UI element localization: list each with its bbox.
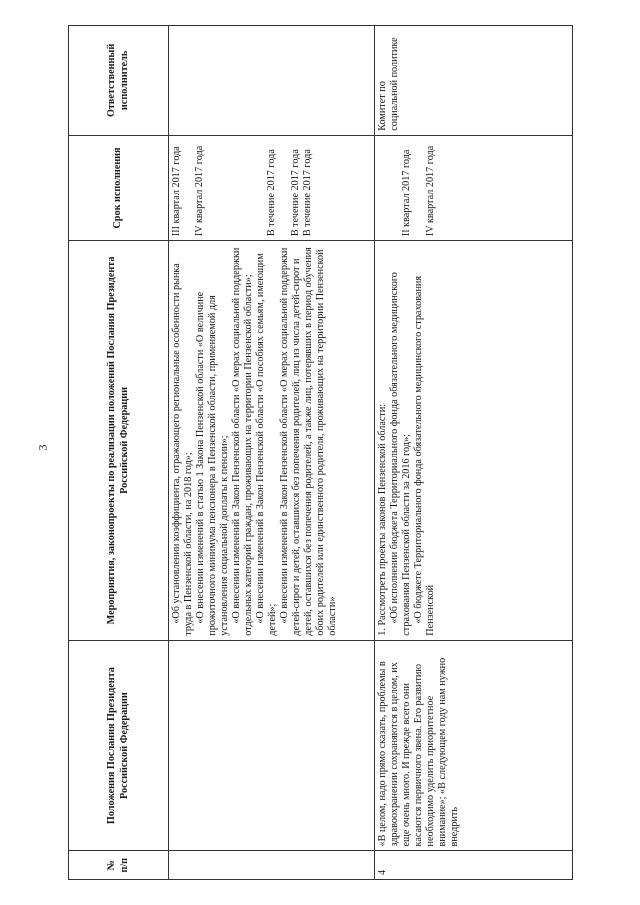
row-measures — [375, 241, 573, 641]
table-row — [169, 26, 375, 880]
rotated-table-sheet — [68, 25, 572, 880]
deadline-item: В течение 2017 года — [266, 149, 278, 237]
measure-item: «О бюджете Территориального фонда обязательного медицинского страхования Пензенской — [413, 275, 437, 636]
row-deadlines — [169, 135, 375, 240]
row-number: 4 — [375, 851, 573, 880]
row-executor: Комитет по социальной политике — [375, 26, 573, 136]
measure-item: «О внесении изменений в Закон Пензенской области «О мерах социальной поддержки отдельных категорий граждан, проживающих на территории Пензенской области»; — [231, 247, 255, 636]
row-executor — [169, 26, 375, 136]
deadline-item: II квартал 2017 года — [401, 149, 412, 237]
deadline-item: III квартал 2017 года — [171, 146, 182, 237]
header-measures: Мероприятия, законопроекты по реализации положений Послания Президента Российской Федерации — [69, 241, 169, 641]
row-deadlines — [375, 135, 573, 240]
measure-item: «О внесении изменений в Закон Пензенской области «О мерах социальной поддержки детей-сирот и детей, оставшихся без попечения родителей, лиц из числа детей-сирот и детей, оставшихся без попечения родителей, а также лиц, потерявших в период обучения обоих родителей или единственного родителя, проживающих на территории Пензенской области» — [279, 247, 339, 636]
deadline-item: В течение 2017 года — [290, 149, 302, 237]
row-measures — [169, 241, 375, 641]
row-provision — [169, 640, 375, 851]
header-number: № п/п — [69, 851, 169, 880]
deadline-item: В течение 2017 года — [302, 149, 314, 237]
measures-table — [68, 25, 573, 880]
measure-item: 1. Рассмотреть проекты законов Пензенской области: — [377, 403, 388, 636]
header-provision: Положения Послания Президента Российской Федерации — [69, 640, 169, 851]
row-number — [169, 851, 375, 880]
measure-item: «Об установлении коэффициента, отражающего региональные особенности рынка труда в Пензенской области, на 2018 год»; — [171, 263, 195, 636]
deadline-item: IV квартал 2017 года — [194, 145, 206, 237]
table-row — [375, 26, 573, 880]
measure-item: «Об исполнении бюджета Территориального фонда обязательного медицинского страхования Пензенской области за 2016 год»; — [389, 272, 413, 636]
measure-item: «О внесении изменений в статью 1 Закона Пензенской области «О величине прожиточного минимума пенсионера в Пензенской области, применяемой для установления социальной доплаты к пенсии»; — [195, 291, 231, 636]
measure-item: «О внесении изменений в Закон Пензенской области «О пособиях семьям, имеющим детей»; — [255, 253, 279, 636]
table-header-row — [69, 26, 169, 880]
header-executor: Ответственный исполнитель — [69, 26, 169, 136]
header-deadline: Срок исполнения — [69, 135, 169, 240]
page-number: 3 — [35, 444, 50, 451]
deadline-item: IV квартал 2017 года — [425, 145, 437, 237]
row-provision: «В целом, надо прямо сказать, проблемы в здравоохранении сохраняются в целом, их еще очень много. И прежде всего они касаются первичного звена. Его развитию необходимо уделить приоритетное внимание»; «В следующем году нам нужно внедрить — [375, 640, 573, 851]
